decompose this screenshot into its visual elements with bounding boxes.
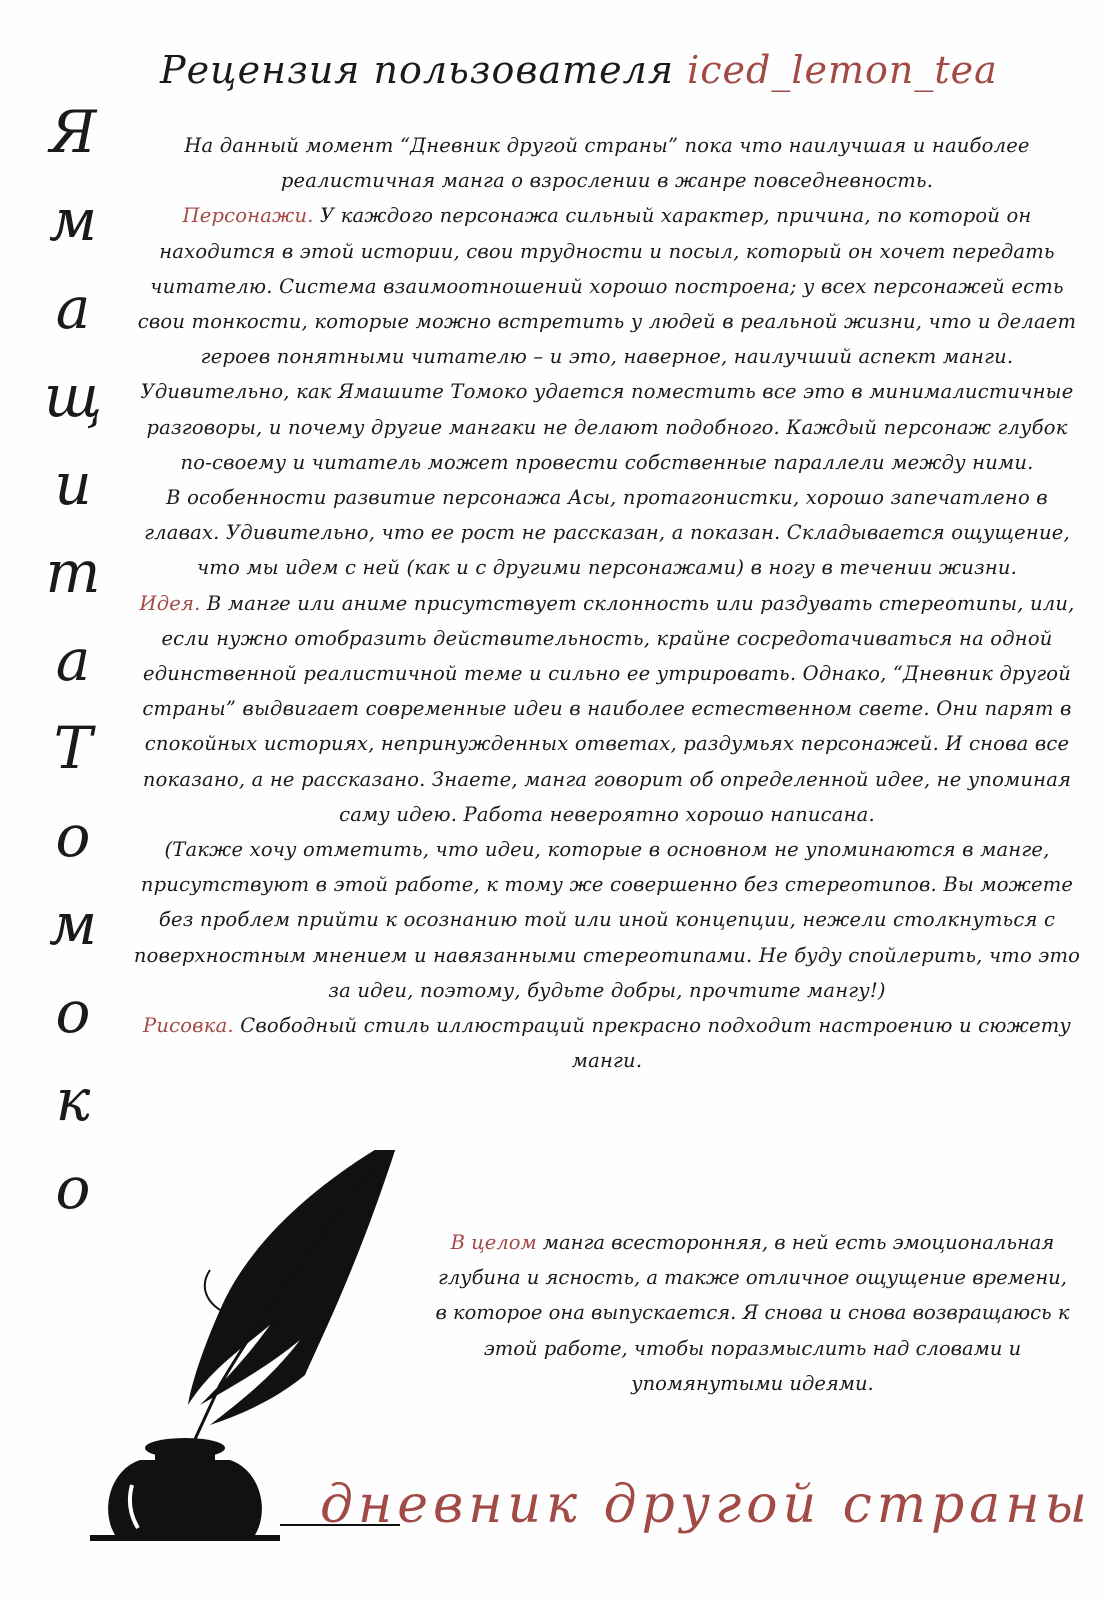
vertical-letter: о: [55, 802, 91, 870]
vertical-letter: м: [48, 186, 98, 254]
review-title: [160, 48, 1060, 92]
art-text: Свободный стиль иллюстраций прекрасно подходит настроению и сюжету манги.: [240, 1014, 1071, 1073]
vertical-letter: а: [55, 626, 91, 694]
vertical-letter: о: [55, 1154, 91, 1222]
vertical-letter: щ: [43, 362, 103, 430]
username: iced_lemon_tea: [687, 48, 998, 92]
art-paragraph: [132, 1008, 1082, 1078]
characters-text: У каждого персонажа сильный характер, причина, по которой он находится в этой истории, свои трудности и посыл, который он хочет передать читателю. Система взаимоотношений хорошо построена; у всех персонажей есть свои тонкости, которые можно встретить у людей в реальной жизни, что и делает героев понятными читателю – и это, наверное, наилучший аспект манги. Удивительно, как Ямашите Томоко удается поместить все это в минималистичные разговоры, и почему другие мангаки не делают подобного. Каждый персонаж глубок по-своему и читатель может провести собственные параллели между ними.: [137, 204, 1077, 474]
vertical-letter: м: [48, 890, 98, 958]
idea-heading: Идея.: [139, 591, 201, 615]
manga-title: дневник другой страны: [320, 1475, 1092, 1535]
vertical-letter: т: [45, 538, 101, 606]
asa-paragraph: В особенности развитие персонажа Асы, протагонистки, хорошо запечатлено в главах. Удивительно, что ее рост не рассказан, а показан. Складывается ощущение, что мы идем с ней (как и с другими персонажами) в ногу в течении жизни.: [144, 486, 1070, 580]
vertical-letter: Я: [49, 98, 97, 166]
vertical-author-name: [38, 88, 108, 1232]
vertical-letter: к: [55, 1066, 91, 1134]
summary-paragraph: [430, 1225, 1075, 1401]
title-prefix: Рецензия пользователя: [160, 48, 675, 92]
vertical-letter: и: [54, 450, 92, 518]
idea-paragraph: [132, 586, 1082, 832]
vertical-letter: Т: [53, 714, 93, 782]
intro-paragraph: На данный момент “Дневник другой страны” пока что наилучшая и наиболее реалистичная манга о взрослении в жанре повседневность.: [184, 134, 1030, 193]
summary-text: манга всесторонняя, в ней есть эмоциональная глубина и ясность, а также отличное ощущение времени, в которое она выпускается. Я снова и снова возвращаюсь к этой работе, чтобы поразмыслить над словами и упомянутыми идеями.: [435, 1231, 1070, 1395]
characters-paragraph: [132, 198, 1082, 480]
vertical-letter: а: [55, 274, 91, 342]
aside-paragraph: (Также хочу отметить, что идеи, которые в основном не упоминаются в манге, присутствуют в этой работе, к тому же совершенно без стереотипов. Вы можете без проблем прийти к осознанию той или иной концепции, нежели столкнуться с поверхностным мнением и навязанными стереотипами. Не буду спойлерить, что это за идеи, поэтому, будьте добры, прочтите мангу!): [133, 838, 1081, 1002]
characters-heading: Персонажи.: [182, 204, 314, 228]
review-body: [132, 128, 1082, 1078]
art-heading: Рисовка.: [143, 1014, 234, 1038]
idea-text: В манге или аниме присутствует склонность или раздувать стереотипы, или, если нужно отобразить действительность, крайне сосредотачиваться на одной единственной реалистичной теме и сильно ее утрировать. Однако, “Дневник другой страны” выдвигает современные идеи в наиболее естественном свете. Они парят в спокойных историях, непринужденных ответах, раздумьях персонажей. И снова все показано, а не рассказано. Знаете, манга говорит об определенной идее, не упоминая саму идею. Работа невероятно хорошо написана.: [142, 591, 1075, 826]
vertical-letter: о: [55, 978, 91, 1046]
summary-heading: В целом: [450, 1231, 537, 1254]
